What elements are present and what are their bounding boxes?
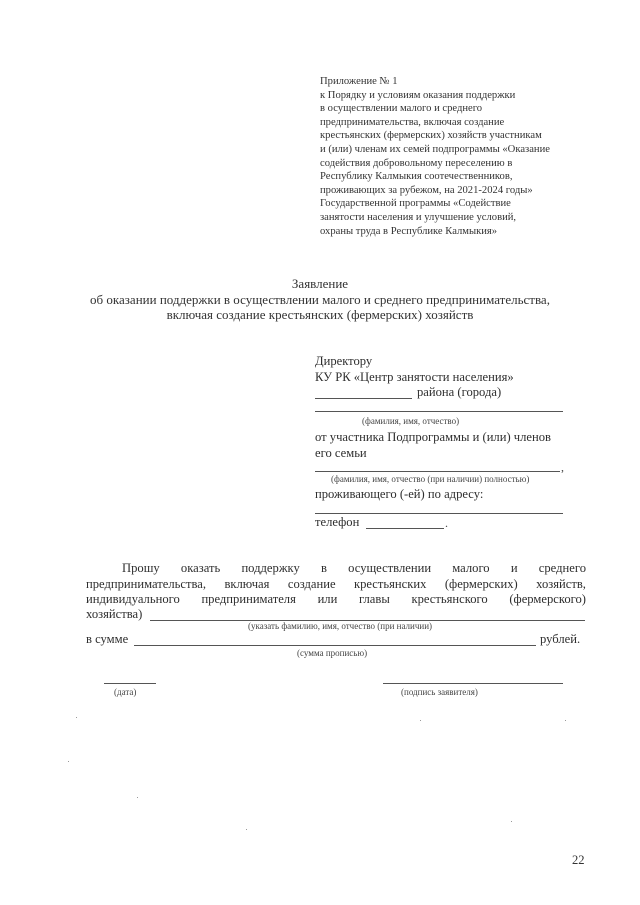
annex-line: крестьянских (фермерских) хозяйств участникам — [320, 130, 542, 142]
scan-speck — [511, 821, 512, 822]
annex-line: Приложение № 1 — [320, 76, 398, 87]
from-line-1: от участника Подпрограммы и (или) членов — [315, 430, 551, 444]
date-field[interactable] — [104, 683, 156, 684]
from-line-2: его семьи — [315, 446, 367, 460]
page-number: 22 — [572, 853, 585, 867]
annex-line: к Порядку и условиям оказания поддержки — [320, 89, 516, 101]
period: . — [445, 516, 448, 530]
date-hint: (дата) — [114, 687, 137, 697]
scan-speck — [76, 717, 77, 718]
comma: , — [561, 460, 564, 474]
scan-speck — [565, 720, 566, 721]
annex-line: занятости населения и улучшение условий, — [320, 211, 517, 223]
annex-line: предпринимательства, включая создание — [320, 116, 505, 128]
phone-label: телефон — [315, 515, 360, 529]
request-line-1: Прошу оказать поддержку в осуществлении малого и среднего — [122, 561, 586, 575]
annex-line: содействия добровольному переселению в — [320, 157, 513, 169]
annex-line: Республику Калмыкия соотечественников, — [320, 171, 513, 183]
residing-label: проживающего (-ей) по адресу: — [315, 487, 484, 501]
scan-speck — [68, 761, 69, 762]
district-field[interactable] — [315, 398, 412, 399]
signature-hint: (подпись заявителя) — [401, 687, 478, 697]
annex-line: охраны труда в Республике Калмыкия» — [320, 225, 498, 237]
signature-field[interactable] — [383, 683, 563, 684]
annex-header — [320, 75, 610, 238]
annex-line: Государственной программы «Содействие — [320, 198, 511, 210]
scan-speck — [137, 797, 138, 798]
document-subtitle-line1: об оказании поддержки в осуществлении малого и среднего предпринимательства, — [90, 292, 550, 307]
district-label: района (города) — [417, 385, 502, 399]
applicant-fio-field[interactable] — [315, 471, 560, 472]
scan-speck — [420, 720, 421, 721]
applicant-fio-hint: (фамилия, имя, отчество (при наличии) полностью) — [331, 474, 530, 484]
sum-hint: (сумма прописью) — [297, 648, 368, 658]
addressee-org: КУ РК «Центр занятости населения» — [315, 370, 514, 384]
address-field[interactable] — [315, 513, 563, 514]
annex-line: проживающих за рубежом, на 2021-2024 годы» — [320, 184, 533, 196]
request-line-2: предпринимательства, включая создание крестьянских (фермерских) хозяйств, — [86, 577, 586, 591]
director-fio-hint: (фамилия, имя, отчество) — [362, 416, 460, 426]
document-subtitle-line2: включая создание крестьянских (фермерских) хозяйств — [166, 307, 474, 322]
sum-unit: рублей. — [540, 632, 581, 646]
addressee-to: Директору — [315, 354, 373, 368]
sum-label: в сумме — [86, 632, 129, 646]
director-fio-field[interactable] — [315, 411, 563, 412]
annex-line: в осуществлении малого и среднего — [320, 103, 483, 115]
annex-line: и (или) членам их семей подпрограммы «Оказание — [320, 143, 550, 155]
scan-speck — [246, 829, 247, 830]
document-title: Заявление — [291, 276, 349, 291]
sum-field[interactable] — [134, 645, 536, 646]
request-line-3: индивидуального предпринимателя или главы крестьянского (фермерского) — [86, 592, 586, 606]
request-line-4: хозяйства) — [86, 607, 143, 621]
phone-field[interactable] — [366, 528, 444, 529]
applicant-name-hint: (указать фамилию, имя, отчество (при наличии) — [248, 621, 433, 631]
